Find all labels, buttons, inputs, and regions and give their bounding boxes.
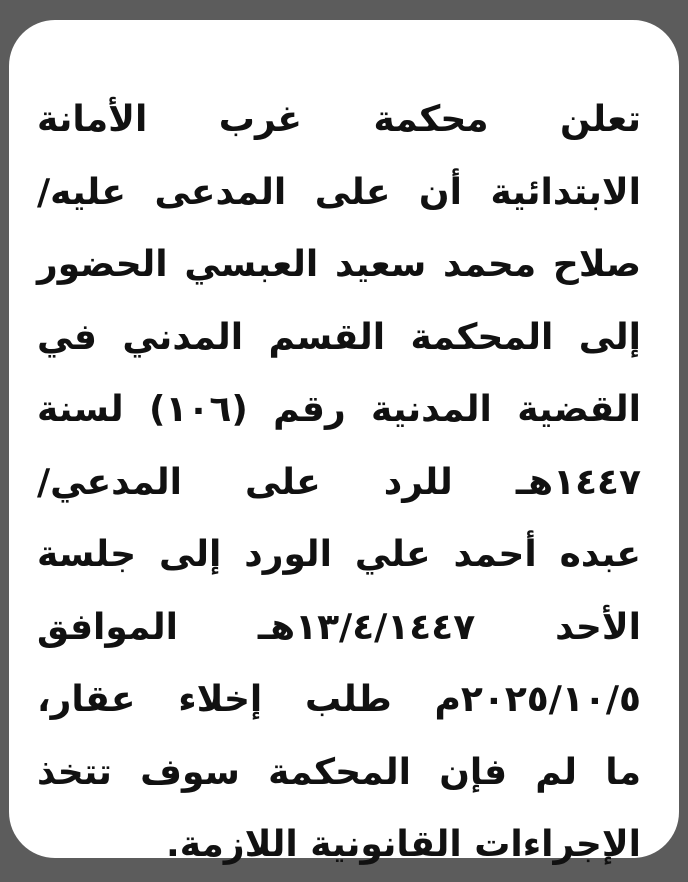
notice-line: ١٤٤٧هـ للرد على المدعي/ [37,461,641,503]
notice-line: ما لم فإن المحكمة سوف تتخذ [37,751,641,793]
notice-line: تعلن محكمة غرب الأمانة [37,99,641,140]
notice-line: ٢٠٢٥/١٠/٥م طلب إخلاء عقار، [37,679,641,720]
notice-line: عبده أحمد علي الورد إلى جلسة [37,534,641,575]
notice-card [9,20,679,865]
notice-line: القضية المدنية رقم (١٠٦) لسنة [37,389,641,430]
notice-line: الابتدائية أن على المدعى عليه/ [37,171,641,213]
notice-line: الإجراءات القانونية اللازمة. [166,824,641,865]
notice-text [37,84,641,882]
notice-line: الأحد ١٣/٤/١٤٤٧هـ الموافق [37,606,641,648]
notice-line: صلاح محمد سعيد العبسي الحضور [37,244,641,285]
notice-line: إلى المحكمة القسم المدني في [37,316,641,358]
